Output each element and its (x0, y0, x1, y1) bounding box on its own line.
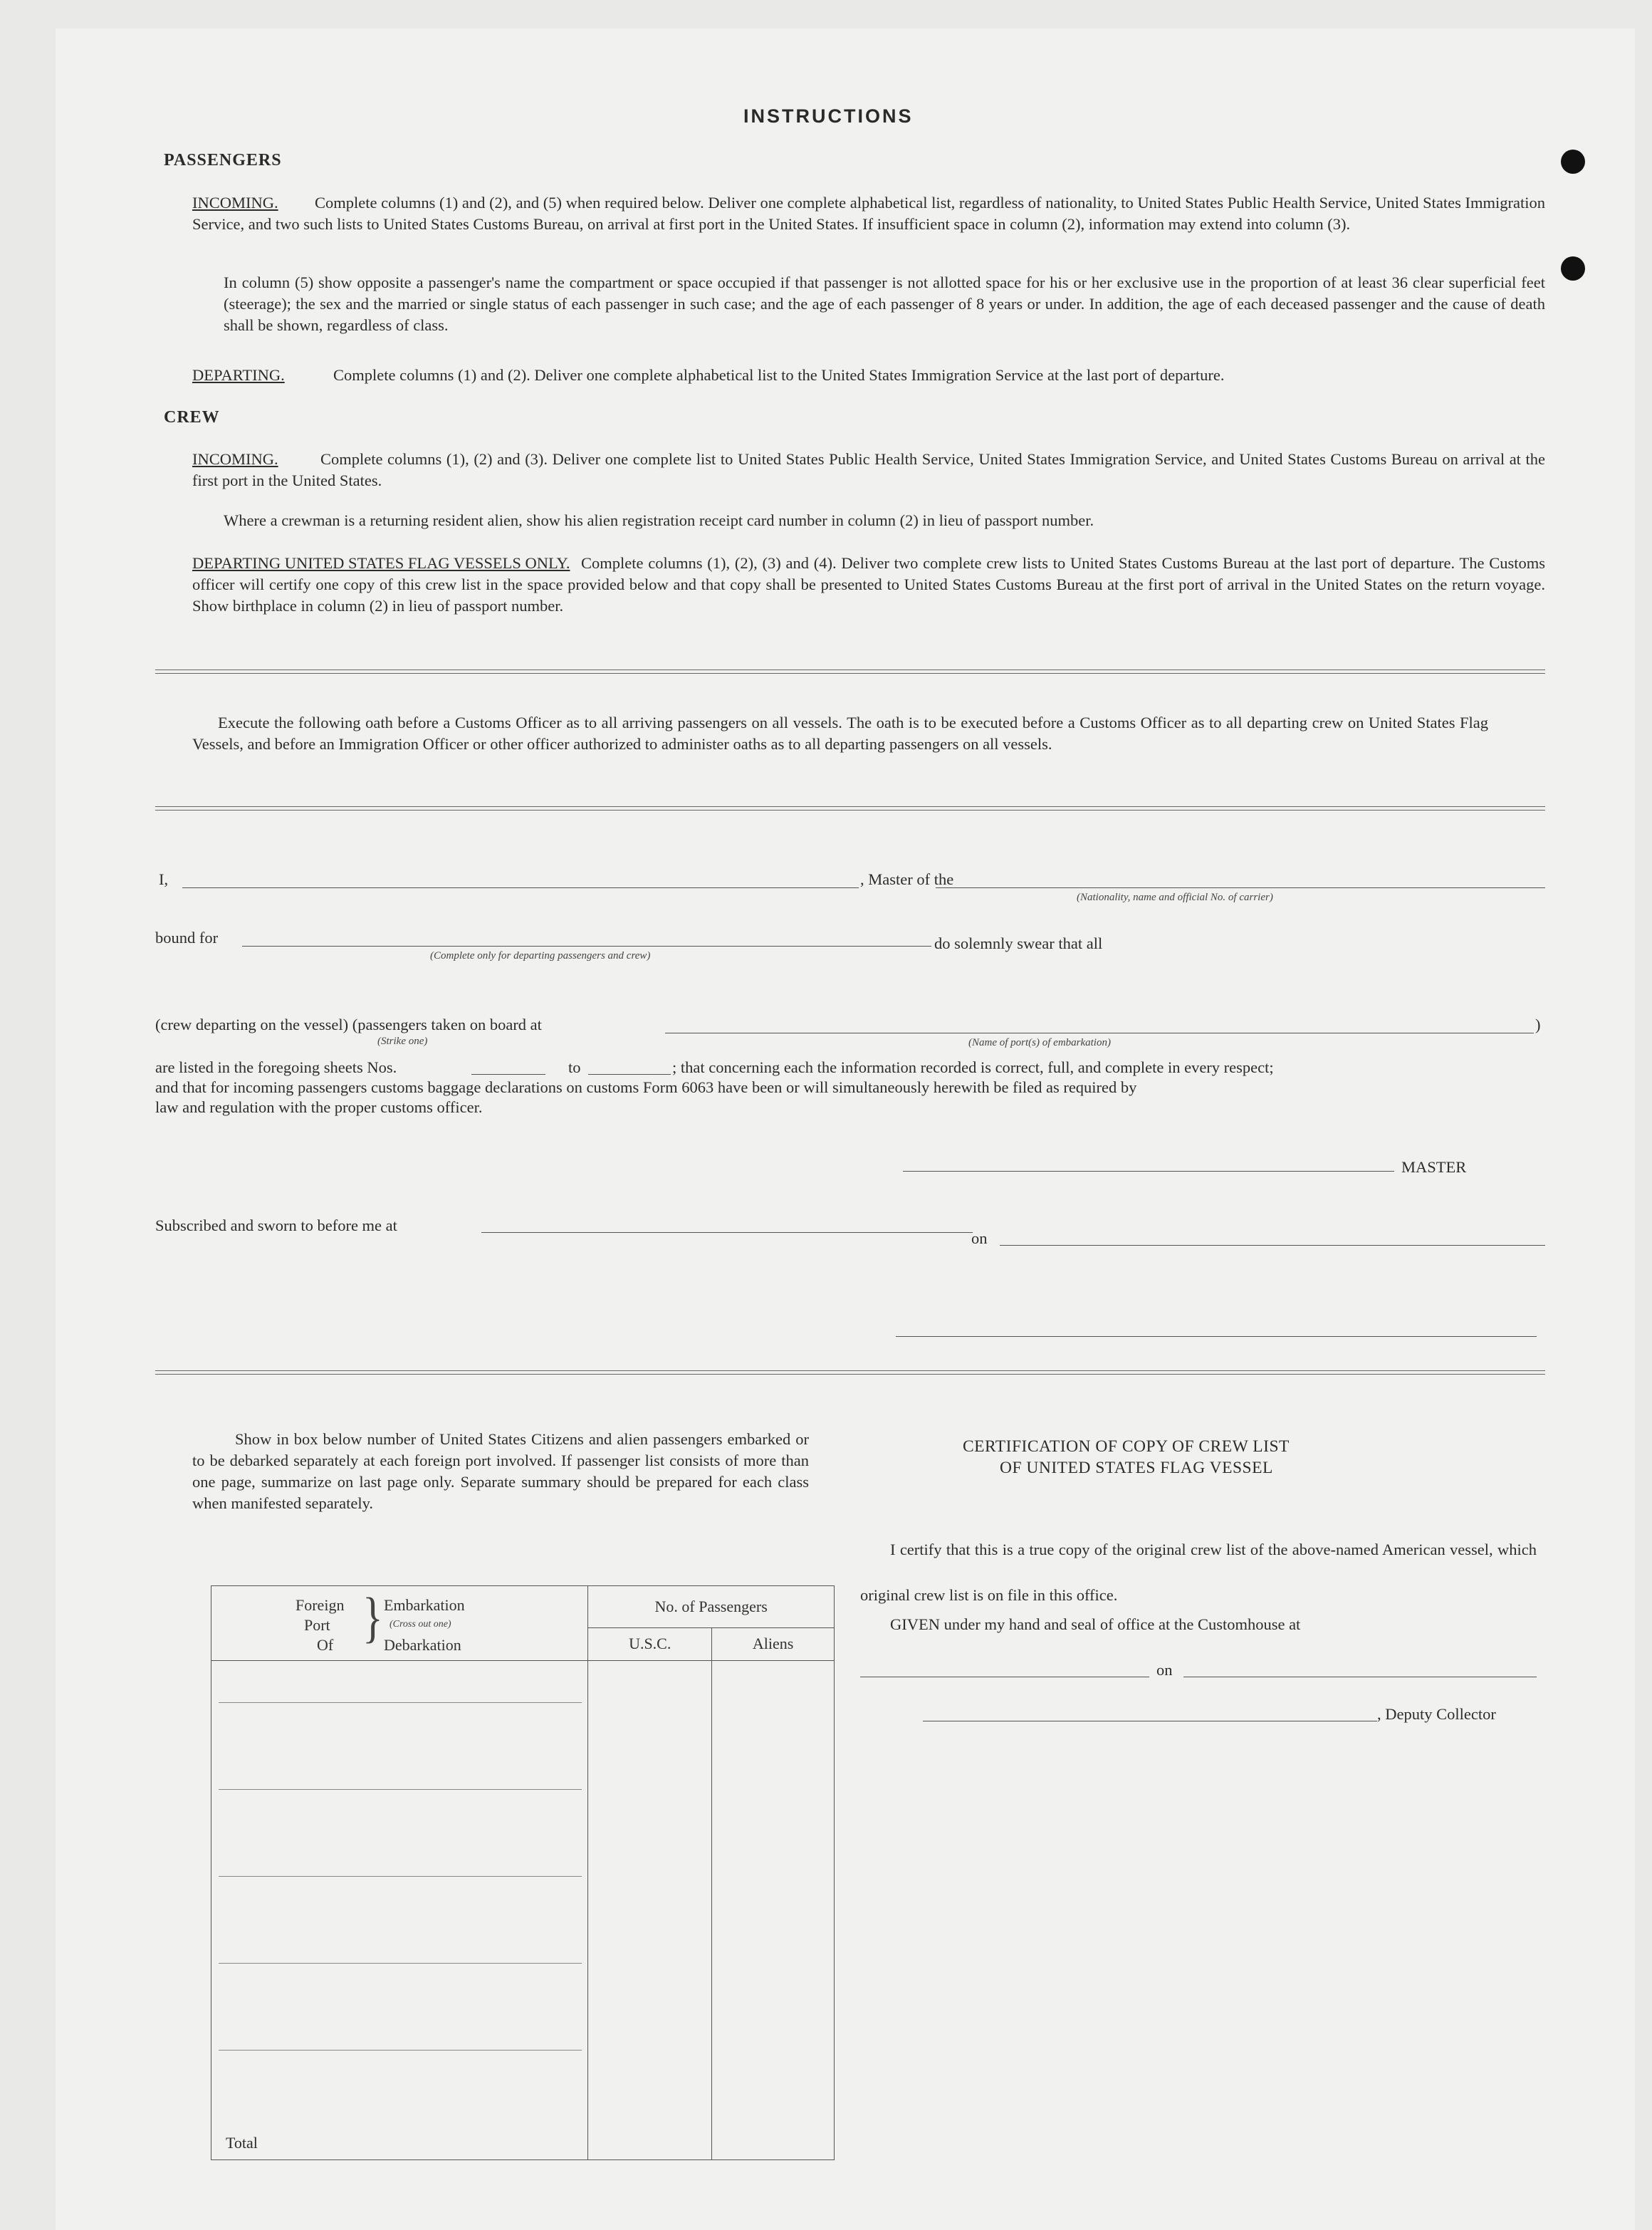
swear-text: do solemnly swear that all (934, 934, 1103, 952)
punch-hole-2 (1561, 256, 1585, 281)
no-passengers-header: No. of Passengers (588, 1586, 835, 1628)
ports-caption: (Name of port(s) of embarkation) (968, 1037, 1111, 1048)
foreign-port-header (211, 1586, 588, 1661)
port-row-line-4 (219, 1963, 582, 1964)
listed-text-3: and that for incoming passengers customs baggage declarations on customs Form 6063 have been or will simultaneously herewith be filed as required by (155, 1078, 1137, 1096)
of-label: Of (317, 1636, 334, 1654)
divider-2 (155, 806, 1545, 811)
port-label: Port (304, 1616, 330, 1634)
sheet-from-line[interactable] (471, 1074, 545, 1075)
aliens-column-body[interactable] (712, 1661, 835, 2160)
bound-for-label: bound for (155, 929, 219, 947)
listed-text-2: ; that concerning each the information recorded is correct, full, and complete in every respect; (672, 1058, 1274, 1076)
debarkation-label: Debarkation (384, 1636, 461, 1654)
aliens-header: Aliens (712, 1627, 835, 1660)
port-row-line-5 (219, 2050, 582, 2051)
carrier-line[interactable] (936, 887, 1545, 888)
instructions-title: INSTRUCTIONS (743, 105, 914, 127)
port-row-line-3 (219, 1876, 582, 1877)
passengers-column5-text: In column (5) show opposite a passenger's name the compartment or space occupied if that passenger is not allotted space for his or her exclusive use in the proportion of at least 36 clear superficial feet (steerage); the sex and the married or single status of each passenger in such case; and the age of each passenger of 8 years or under. In addition, the age of each deceased passenger and the cause of death shall be shown, regardless of class. (224, 273, 1545, 334)
passengers-heading: PASSENGERS (164, 151, 282, 170)
close-paren: ) (1535, 1016, 1541, 1033)
brace-icon: } (362, 1587, 383, 1648)
usc-header: U.S.C. (588, 1627, 712, 1660)
strike-caption: (Strike one) (377, 1036, 428, 1047)
bound-for-line[interactable] (242, 946, 931, 947)
certification-given: GIVEN under my hand and seal of office at the Customhouse at (890, 1615, 1301, 1633)
master-name-line[interactable] (182, 887, 859, 888)
certification-text: I certify that this is a true copy of the original crew list of the above-named American vessel, which original crew list is on file in this office. (860, 1541, 1537, 1604)
divider-3 (155, 1370, 1545, 1375)
passengers-departing-text: Complete columns (1) and (2). Deliver one complete alphabetical list to the United States Immigration Service at the last port of departure. (333, 366, 1225, 384)
bound-for-caption: (Complete only for departing passengers and crew) (430, 950, 651, 962)
sheet-to-line[interactable] (588, 1074, 671, 1075)
port-row-line-2 (219, 1789, 582, 1790)
subscribed-text: Subscribed and sworn to before me at (155, 1216, 397, 1234)
crew-passengers-text: (crew departing on the vessel) (passengers taken on board at (155, 1016, 542, 1033)
passengers-incoming-label: INCOMING. (192, 194, 278, 212)
port-row-line-1 (219, 1702, 582, 1703)
cross-out-caption: (Cross out one) (390, 1619, 451, 1630)
crew-incoming-label: INCOMING. (192, 450, 278, 468)
foreign-label: Foreign (296, 1596, 345, 1614)
total-label: Total (226, 2134, 258, 2152)
certification-on: on (1156, 1661, 1173, 1679)
passengers-incoming-text: Complete columns (1) and (2), and (5) when required below. Deliver one complete alphabetical list, regardless of nationality, to United States Public Health Service, United States Immigration Service, and two such lists to United States Customs Bureau, on arrival at first port in the United States. If insufficient space in column (2), information may extend into column (3). (192, 194, 1545, 233)
subscribed-on: on (971, 1229, 988, 1247)
listed-text-4: law and regulation with the proper customs officer. (155, 1098, 483, 1116)
listed-to: to (568, 1058, 581, 1076)
crew-departing-text: Complete columns (1), (2), (3) and (4). Deliver two complete crew lists to United States Customs Bureau at the last port of departure. The Customs officer will certify one copy of this crew list in the space provided below and that copy shall be presented to United States Customs Bureau at the first port of arrival in the United States on the return voyage. Show birthplace in column (2) in lieu of passport number. (192, 554, 1545, 615)
subscribed-place-line[interactable] (481, 1232, 973, 1233)
port-column-body[interactable] (211, 1661, 588, 2160)
oath-intro: Execute the following oath before a Customs Officer as to all arriving passengers on all vessels. The oath is to be executed before a Customs Officer as to all departing crew on United States Flag Vessels, and before an Immigration Officer or other officer authorized to administer oaths as to all departing passengers on all vessels. (192, 714, 1488, 753)
passenger-summary-table (211, 1585, 835, 2160)
punch-hole-1 (1561, 150, 1585, 174)
master-of-label: , Master of the (860, 870, 954, 888)
crew-heading: CREW (164, 408, 220, 427)
subscribed-date-line[interactable] (1000, 1245, 1545, 1246)
certification-title-2: OF UNITED STATES FLAG VESSEL (1000, 1459, 1273, 1477)
passengers-departing-label: DEPARTING. (192, 366, 285, 384)
crew-incoming-text: Complete columns (1), (2) and (3). Deliver one complete list to United States Public Health Service, United States Immigration Service, and United States Customs Bureau on arrival at the first port in the United States. (192, 450, 1545, 489)
oath-i-label: I, (159, 870, 169, 888)
deputy-collector-label: , Deputy Collector (1377, 1705, 1496, 1723)
master-signature-line[interactable] (903, 1171, 1394, 1172)
crew-returning-text: Where a crewman is a returning resident alien, show his alien registration receipt card number in column (2) in lieu of passport number. (224, 511, 1094, 529)
summary-instructions: Show in box below number of United States Citizens and alien passengers embarked or to be debarked separately at each foreign port involved. If passenger list consists of more than one page, summarize on last page only. Separate summary should be prepared for each class when manifested separately. (192, 1430, 809, 1512)
master-label: MASTER (1401, 1158, 1467, 1176)
carrier-caption: (Nationality, name and official No. of carrier) (1077, 892, 1273, 903)
embarkation-label: Embarkation (384, 1596, 465, 1614)
officer-signature-line[interactable] (896, 1336, 1537, 1337)
divider-1 (155, 669, 1545, 674)
listed-text-1: are listed in the foregoing sheets Nos. (155, 1058, 397, 1076)
usc-column-body[interactable] (588, 1661, 712, 2160)
certification-title-1: CERTIFICATION OF COPY OF CREW LIST (963, 1437, 1290, 1456)
form-page (56, 28, 1635, 2230)
crew-departing-label: DEPARTING UNITED STATES FLAG VESSELS ONLY. (192, 554, 570, 572)
